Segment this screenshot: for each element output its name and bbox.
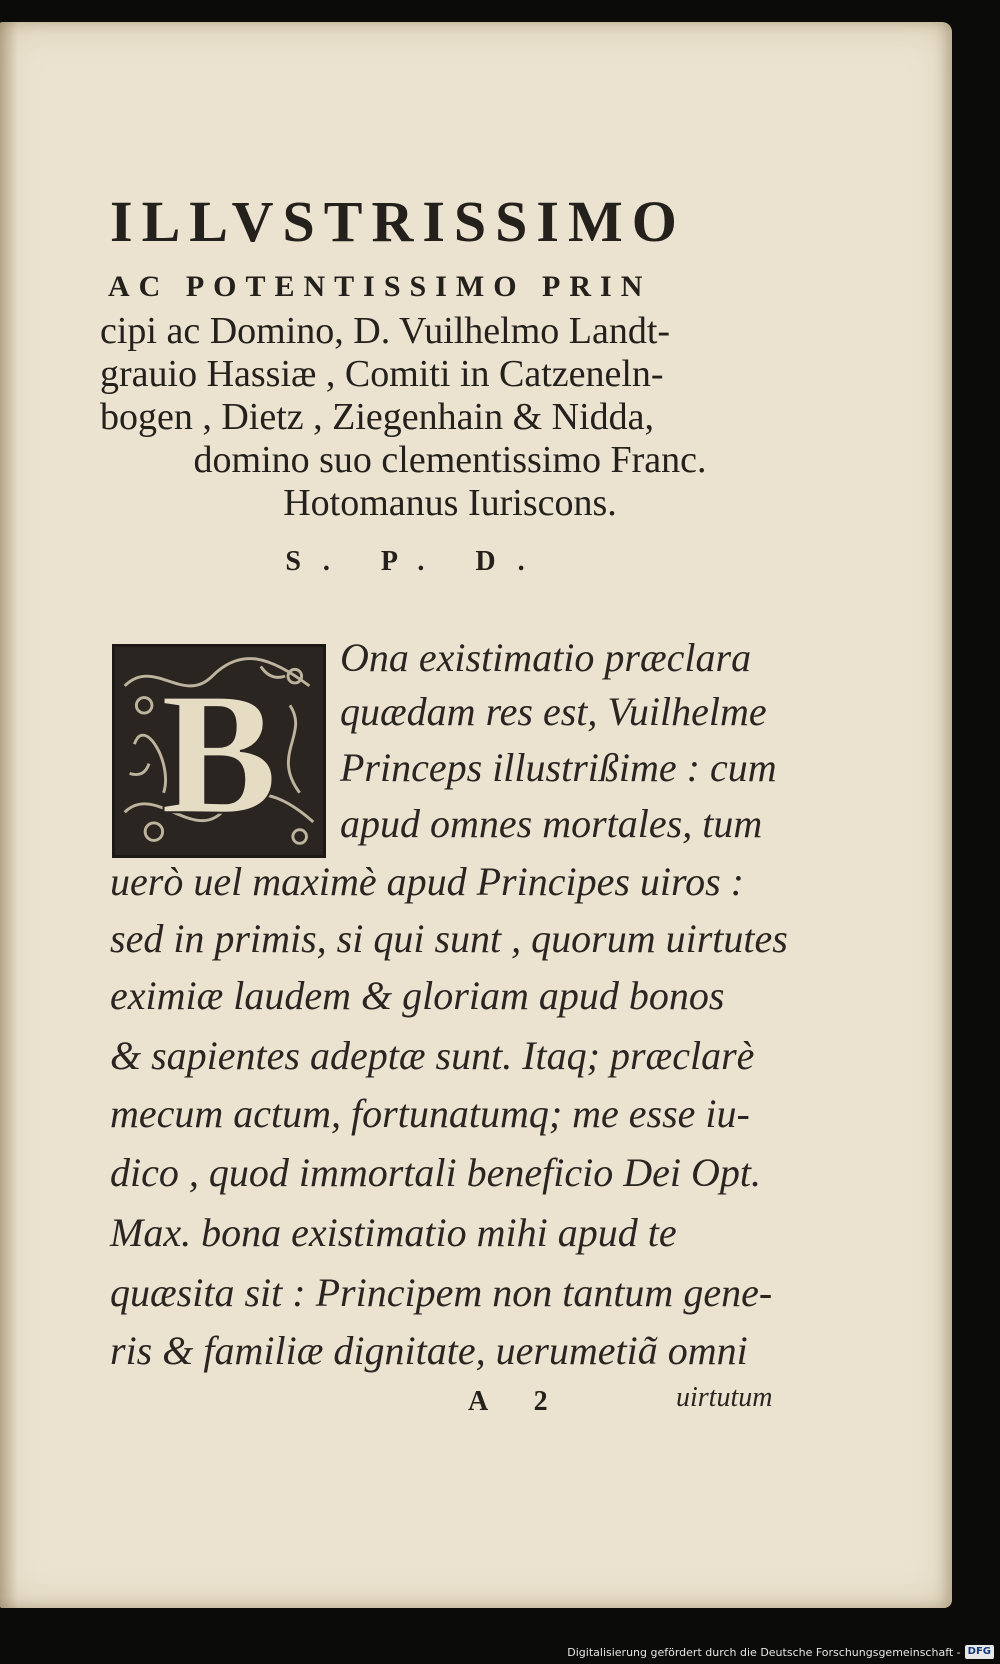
body-line: sed in primis, si qui sunt , quorum uirtutes (110, 916, 788, 961)
body-line: dico , quod immortali beneficio Dei Opt. (110, 1150, 762, 1195)
catchword: uirtutum (676, 1382, 773, 1413)
dfg-logo-icon: DFG (965, 1645, 994, 1659)
body-line: Ona existimatio præclara (340, 635, 752, 680)
show-through-text (310, 140, 327, 170)
body-line: Max. bona existimatio mihi apud te (110, 1210, 677, 1255)
dedication-address (100, 310, 800, 525)
address-line: cipi ac Domino, D. Vuilhelmo Landt- (100, 310, 671, 352)
body-line: quædam res est, Vuilhelme (340, 689, 767, 734)
address-line: Hotomanus Iuriscons. (283, 482, 617, 524)
initial-letter: B (160, 656, 278, 851)
body-line: quæsita sit : Principem non tantum gene- (110, 1270, 773, 1315)
body-line: mecum actum, fortunatumq; me esse iu- (110, 1091, 750, 1136)
body-line: apud omnes mortales, tum (340, 801, 763, 846)
ornament-initial-icon (115, 647, 323, 855)
body-line: ris & familiæ dignitate, uerumetiã omni (110, 1328, 748, 1373)
address-line: grauio Hassiæ , Comiti in Catzeneln- (100, 353, 664, 395)
salutation: S. P. D. (285, 546, 547, 577)
body-line: & sapientes adeptæ sunt. Itaq; præclarè (110, 1033, 755, 1078)
address-line: domino suo clementissimo Franc. (193, 439, 707, 481)
address-line: bogen , Dietz , Ziegenhain & Nidda, (100, 396, 655, 438)
body-line: eximiæ laudem & gloriam apud bonos (110, 973, 725, 1018)
signature-mark: A 2 (468, 1386, 568, 1417)
credit-text: Digitalisierung gefördert durch die Deutsche Forschungsgemeinschaft - (567, 1645, 961, 1659)
book-page (0, 22, 952, 1608)
body-line: Princeps illustrißime : cum (340, 745, 777, 790)
digitization-credit (567, 1644, 994, 1660)
body-line: uerò uel maximè apud Principes uiros : (110, 859, 744, 904)
page-subtitle: AC POTENTISSIMO PRIN (108, 270, 652, 303)
decorated-initial (112, 644, 326, 858)
page-title: ILLVSTRISSIMO (110, 189, 686, 254)
